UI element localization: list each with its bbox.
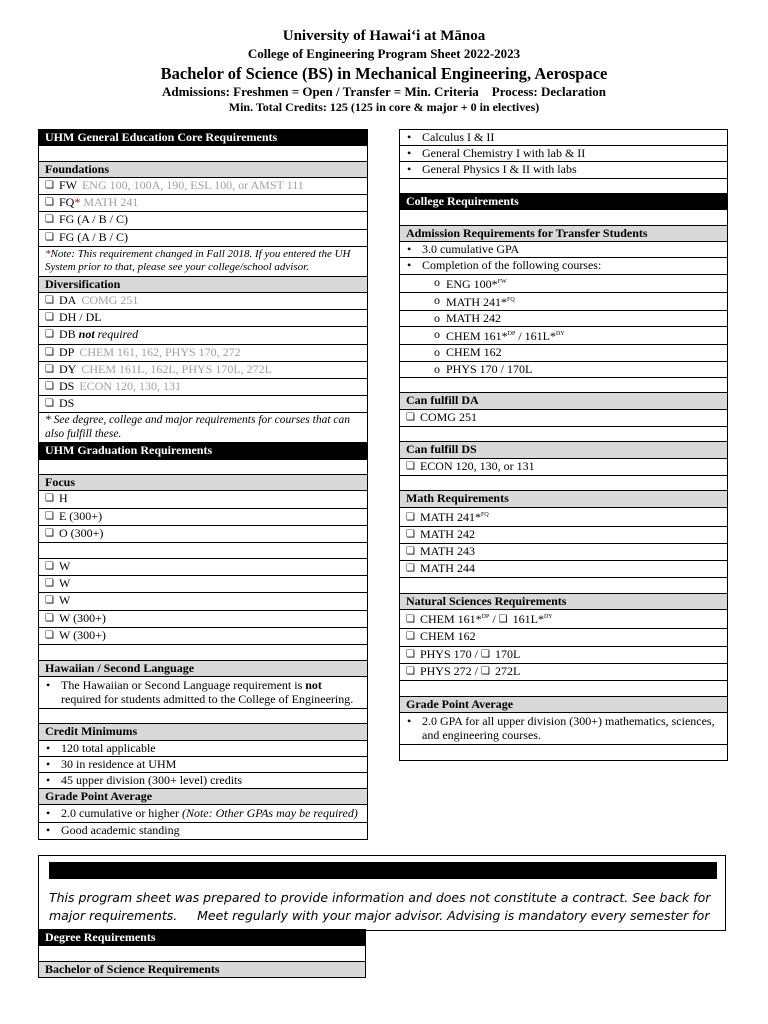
gpa-main: 2.0 cumulative or higher — [61, 806, 179, 821]
language-note-not: not — [305, 677, 322, 692]
spacer-row — [39, 460, 367, 476]
spacer-row — [400, 578, 727, 594]
disclaimer-box — [38, 855, 726, 931]
math-course: ❏ MATH 242 — [400, 527, 727, 544]
fg-note-text: Note: This requirement changed in Fall 2018. If you entered the UH System prior to that, please see your college/school advisor. — [45, 247, 351, 274]
prereq-item: • General Chemistry I with lab & II — [400, 146, 727, 162]
spacer-row — [39, 946, 365, 962]
db-required: required — [97, 327, 139, 342]
language-note — [39, 677, 367, 709]
w-item: ❏ W (300+) — [39, 611, 367, 628]
spacer-row — [39, 645, 367, 661]
transfer-course — [400, 311, 727, 327]
foundations-header: Foundations — [39, 162, 367, 178]
math-requirements-header: Math Requirements — [400, 491, 727, 507]
db-label: DB — [58, 327, 76, 342]
ns-chem161l: ❏ 161L* — [499, 612, 544, 626]
dp-courses: CHEM 161, 162, PHYS 170, 272 — [79, 344, 241, 359]
ds-fulfill-course: ❏ ECON 120, 130, or 131 — [400, 459, 727, 476]
ns-phys272l: ❏ 272L — [481, 664, 520, 678]
transfer-course — [400, 327, 727, 345]
ns-chem161: CHEM 161* — [419, 612, 482, 627]
natural-sciences-header: Natural Sciences Requirements — [400, 594, 727, 610]
ds-label: DS — [58, 379, 75, 394]
da-label: DA — [58, 293, 77, 308]
math-241: MATH 241* — [419, 509, 481, 524]
college-program-sheet: College of Engineering Program Sheet 2022-2023 — [247, 46, 521, 61]
standing-item: • Good academic standing — [39, 823, 367, 839]
dh-row: ❏ DH / DL — [39, 310, 367, 327]
transfer-chem161: CHEM 161* — [446, 329, 508, 344]
degree-requirements-header: Degree Requirements — [39, 930, 365, 946]
transfer-math242: MATH 242 — [446, 311, 502, 326]
dp-label: DP — [58, 344, 75, 359]
ns-sep: / — [489, 612, 499, 627]
right-requirements-table — [399, 129, 728, 761]
w-item: ❏ W — [39, 576, 367, 593]
focus-item: ❏ E (300+) — [39, 509, 367, 526]
ns-course — [400, 664, 727, 681]
transfer-chem161l-sup: DY — [556, 331, 565, 338]
math-course — [400, 508, 727, 527]
prereq-item: • General Physics I & II with labs — [400, 162, 727, 178]
bottom-requirements-table — [38, 929, 366, 978]
db-not: not — [78, 327, 95, 342]
w-item: ❏ W — [39, 559, 367, 576]
dy-row — [39, 362, 367, 379]
degree-title: Bachelor of Science (BS) in Mechanical Engineering, Aerospace — [160, 64, 608, 83]
math-course: ❏ MATH 243 — [400, 544, 727, 561]
ns-phys170: PHYS 170 / — [419, 646, 481, 661]
spacer-row — [400, 745, 727, 761]
math-course: ❏ MATH 244 — [400, 561, 727, 578]
transfer-course — [400, 293, 727, 311]
ds-row — [39, 379, 367, 396]
dp-row — [39, 345, 367, 362]
fw-row — [39, 178, 367, 195]
transfer-math241-sup: FQ — [507, 296, 515, 303]
transfer-phys170: PHYS 170 / 170L — [446, 361, 533, 376]
dy-label: DY — [58, 361, 77, 376]
w-item: ❏ W (300+) — [39, 628, 367, 645]
transfer-course — [400, 345, 727, 361]
disclaimer-header-bar — [49, 862, 717, 879]
fq-row — [39, 195, 367, 212]
credit-item: • 120 total applicable — [39, 741, 367, 757]
transfer-gpa: • 3.0 cumulative GPA — [400, 242, 727, 258]
spacer-row — [400, 427, 727, 443]
gpa-upper-division: • 2.0 GPA for all upper division (300+) mathematics, sciences, and engineering courses. — [400, 713, 727, 745]
da-fulfill-header: Can fulfill DA — [400, 393, 727, 409]
w-item: ❏ W — [39, 593, 367, 610]
transfer-math241: MATH 241* — [446, 294, 508, 309]
disclaimer-text: This program sheet was prepared to provide information and does not constitute a contract. See back for major requirements. Meet regularly with your major advisor. Advising is mandatory every semester for — [49, 890, 715, 923]
ns-course — [400, 610, 727, 629]
left-requirements-table — [38, 129, 368, 840]
fq-courses: MATH 241 — [83, 195, 139, 210]
fg-row-2: ❏ FG (A / B / C) — [39, 230, 367, 247]
focus-item: ❏ O (300+) — [39, 526, 367, 543]
diversification-header: Diversification — [39, 277, 367, 293]
credit-item: • 45 upper division (300+ level) credits — [39, 773, 367, 789]
bs-requirements-header: Bachelor of Science Requirements — [39, 962, 365, 978]
transfer-eng: ENG 100* — [446, 276, 498, 291]
spacer-row — [39, 146, 367, 162]
diversification-note: * See degree, college and major requirements for courses that can also fulfill these. — [39, 413, 367, 443]
spacer-row — [400, 179, 727, 195]
ns-course — [400, 647, 727, 664]
fq-star: * — [74, 195, 81, 210]
transfer-eng-sup: FW — [497, 278, 507, 285]
university-name: University of Hawaiʻi at Mānoa — [282, 28, 486, 44]
fg-note-star: * — [45, 247, 51, 260]
ns-course: ❏ CHEM 162 — [400, 629, 727, 646]
ds-fulfill-header: Can fulfill DS — [400, 442, 727, 458]
transfer-chem161-sup: DP — [507, 331, 516, 338]
spacer-row — [39, 543, 367, 559]
transfer-completion: • Completion of the following courses: — [400, 258, 727, 274]
prereq-item: • Calculus I & II — [400, 130, 727, 146]
transfer-course — [400, 275, 727, 293]
language-note-pre: The Hawaiian or Second Language requirement is — [61, 677, 303, 692]
fw-label: FW — [58, 178, 77, 192]
credit-minimums-header: Credit Minimums — [39, 724, 367, 740]
gpa-item — [39, 805, 367, 823]
db-row — [39, 327, 367, 344]
math-241-sup: FQ — [480, 511, 489, 518]
gpa-header-left: Grade Point Average — [39, 789, 367, 805]
fq-label: FQ — [58, 195, 75, 210]
language-header: Hawaiian / Second Language — [39, 661, 367, 677]
ns-phys272: PHYS 272 / — [419, 663, 481, 678]
dy-courses: CHEM 161L, 162L, PHYS 170L, 272L — [81, 361, 272, 376]
transfer-chem162: CHEM 162 — [446, 345, 502, 360]
ns-chem161-sup: DP — [481, 614, 490, 621]
fg-row-1: ❏ FG (A / B / C) — [39, 212, 367, 229]
spacer-row — [400, 210, 727, 226]
da-fulfill-course: ❏ COMG 251 — [400, 410, 727, 427]
graduation-requirements-header: UHM Graduation Requirements — [39, 443, 367, 459]
spacer-row — [400, 378, 727, 394]
spacer-row — [39, 709, 367, 725]
fw-courses: ENG 100, 100A, 190, ESL 100, or AMST 111 — [81, 178, 304, 192]
credit-item: • 30 in residence at UHM — [39, 757, 367, 773]
total-credits: Min. Total Credits: 125 (125 in core & major + 0 in electives) — [228, 100, 540, 114]
fg-note — [39, 247, 367, 277]
ns-phys170l: ❏ 170L — [481, 647, 520, 661]
ds-courses: ECON 120, 130, 131 — [79, 379, 181, 394]
college-requirements-header: College Requirements — [400, 194, 727, 210]
ns-chem161l-sup: DY — [543, 614, 553, 621]
focus-header: Focus — [39, 475, 367, 491]
transfer-course — [400, 362, 727, 378]
spacer-row — [400, 681, 727, 697]
admissions-line: Admissions: Freshmen = Open / Transfer = Min. Criteria Process: Declaration — [161, 84, 606, 99]
transfer-chem161l: / 161L* — [515, 329, 557, 344]
da-courses: COMG 251 — [81, 293, 139, 308]
language-note-post: required for students admitted to the College of Engineering. — [61, 692, 354, 707]
da-row — [39, 293, 367, 310]
transfer-admission-header: Admission Requirements for Transfer Students — [400, 226, 727, 242]
gpa-header-right: Grade Point Average — [400, 697, 727, 713]
ds-row-2: ❏ DS — [39, 396, 367, 413]
core-requirements-header: UHM General Education Core Requirements — [39, 130, 367, 146]
spacer-row — [400, 476, 727, 492]
gpa-note: (Note: Other GPAs may be required) — [181, 806, 358, 821]
focus-item: ❏ H — [39, 491, 367, 508]
